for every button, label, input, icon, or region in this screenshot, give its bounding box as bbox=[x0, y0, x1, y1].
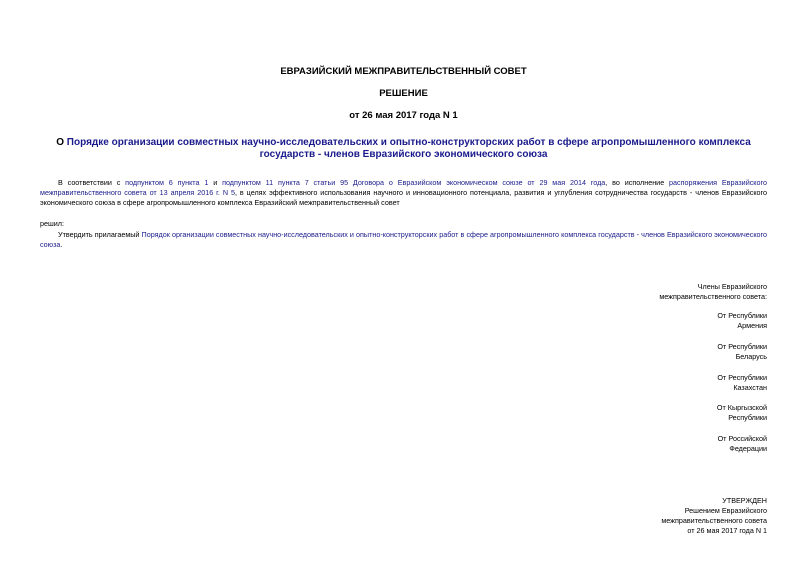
signature-line-b: Казахстан bbox=[733, 383, 767, 392]
signature-line-a: От Российской bbox=[717, 434, 767, 443]
doc-date: от 26 мая 2017 года N 1 bbox=[349, 110, 458, 121]
signatures-line-2: межправительственного совета: bbox=[659, 292, 767, 301]
signature-line-a: От Республики bbox=[717, 311, 767, 320]
signatures-heading bbox=[547, 282, 767, 302]
signature-russia bbox=[547, 434, 767, 454]
preamble-link-2[interactable]: подпунктом 11 пункта 7 статьи 95 Договора о Евразийском экономическом союзе от 29 мая 2014 года bbox=[222, 178, 606, 187]
signature-line-b: Армения bbox=[737, 321, 767, 330]
preamble-link-3[interactable]: распоряжения Евразийского межправительственного совета от 13 апреля 2016 г. N 5 bbox=[40, 178, 767, 197]
signature-line-b: Федерации bbox=[729, 444, 767, 453]
document-title bbox=[40, 137, 767, 161]
preamble-text-4: , в целях эффективного использования научного и инновационного потенциала, развития и углубления сотрудничества государств - членов Евразийского экономического союза в сфере агропромышленного комплекса Евразийский межправительственный совет bbox=[40, 188, 767, 207]
approved-line-3: межправительственного совета bbox=[661, 516, 767, 525]
signature-kyrgyzstan bbox=[547, 403, 767, 423]
org-heading: ЕВРАЗИЙСКИЙ МЕЖПРАВИТЕЛЬСТВЕННЫЙ СОВЕТ bbox=[280, 66, 527, 77]
signature-kazakhstan bbox=[547, 373, 767, 393]
approved-block bbox=[547, 496, 767, 536]
title-prefix: О bbox=[56, 137, 67, 148]
signature-line-a: От Кыргызской bbox=[716, 403, 767, 412]
resolution-text-2: . bbox=[60, 240, 63, 249]
preamble-text-1: В соответствии с bbox=[58, 178, 126, 187]
preamble-link-1[interactable]: подпунктом 6 пункта 1 bbox=[125, 178, 209, 187]
preamble-text-2: и bbox=[208, 178, 223, 187]
resolution-text-1: Утвердить прилагаемый bbox=[58, 230, 142, 239]
approved-line-2: Решением Евразийского bbox=[684, 506, 767, 515]
approved-line-1: УТВЕРЖДЕН bbox=[722, 496, 767, 505]
doc-type-heading: РЕШЕНИЕ bbox=[379, 88, 428, 99]
signature-line-b: Республики bbox=[728, 413, 767, 422]
signature-armenia bbox=[547, 311, 767, 331]
resolution-paragraph bbox=[40, 230, 767, 250]
signature-line-a: От Республики bbox=[717, 373, 767, 382]
signatures-line-1: Члены Евразийского bbox=[697, 282, 767, 291]
approved-line-4: от 26 мая 2017 года N 1 bbox=[687, 526, 767, 535]
title-link[interactable]: Порядке организации совместных научно-исследовательских и опытно-конструкторских работ в сфере агропромышленного комплекса государств - членов Евразийского экономического союза bbox=[66, 137, 751, 160]
signature-belarus bbox=[547, 342, 767, 362]
signature-line-b: Беларусь bbox=[735, 352, 767, 361]
resolution-link[interactable]: Порядок организации совместных научно-исследовательских и опытно-конструкторских работ в сфере агропромышленного комплекса государств - членов Евразийского экономического союза bbox=[40, 230, 768, 249]
decided-label: решил: bbox=[40, 219, 64, 228]
signature-line-a: От Республики bbox=[717, 342, 767, 351]
preamble-paragraph bbox=[40, 178, 767, 208]
preamble-text-3: , во исполнение bbox=[605, 178, 670, 187]
